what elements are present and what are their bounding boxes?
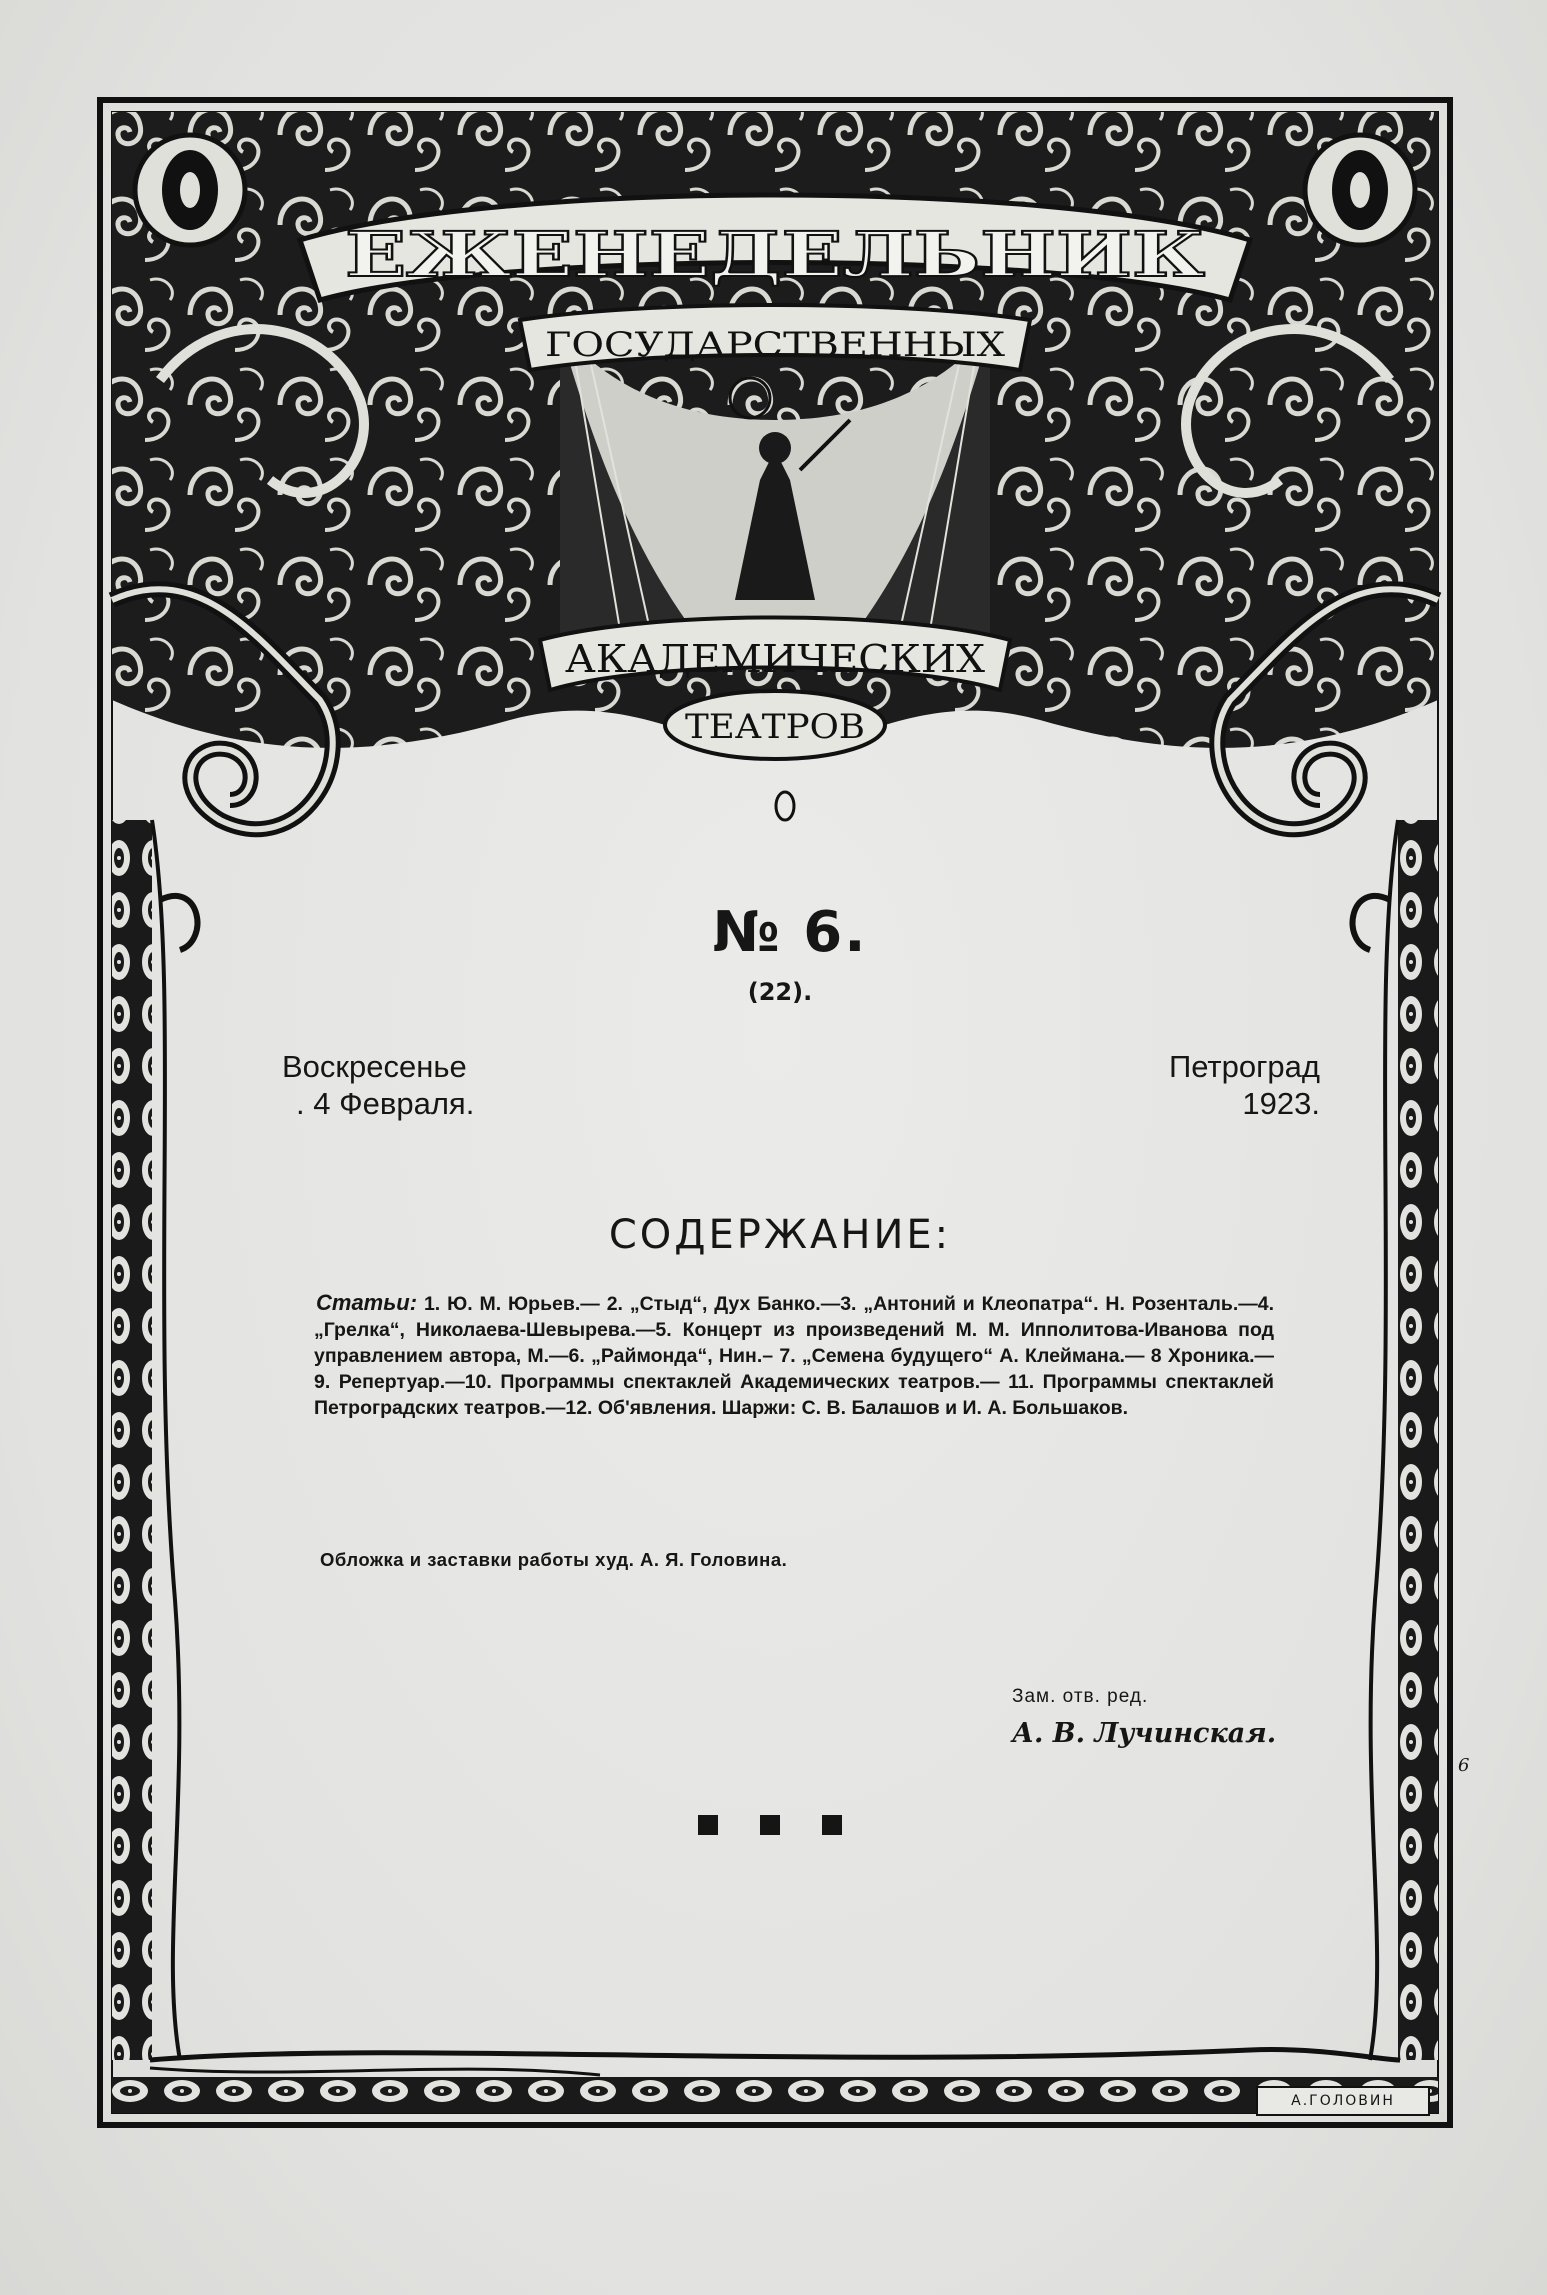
contents-list [314,1290,1274,1421]
issue-date: . 4 Февраля. [296,1086,475,1121]
cover-credit: Обложка и заставки работы худ. А. Я. Головина. [320,1549,788,1570]
artist-signature: А.ГОЛОВИН [1256,2086,1430,2116]
dateline-right [1080,1048,1320,1122]
masthead-theatres: ТЕАТРОВ [685,707,865,747]
issue-cumulative-number: (22). [747,978,813,1006]
ornament-square [698,1815,718,1835]
masthead-subtitle: ГОСУДАРСТВЕННЫХ [545,325,1006,365]
masthead-academic: АКАДЕМИЧЕСКИХ [565,637,985,681]
contents-lead: Статьи: [316,1290,418,1315]
city: Петроград [1168,1049,1320,1084]
masthead-title: ЕЖЕНЕДЕЛЬНИК [345,218,1205,291]
weekday: Воскресенье [282,1049,467,1084]
issue-number: № 6. [712,900,868,965]
contents-heading: СОДЕРЖАНИЕ: [608,1212,952,1258]
year: 1923. [1242,1086,1320,1121]
margin-mark: 6 [1458,1755,1470,1776]
ornament-square [822,1815,842,1835]
ornament-square [760,1815,780,1835]
dateline-left [282,1048,582,1122]
ornament-squares [690,1815,870,1839]
contents-text: 1. Ю. М. Юрьев.— 2. „Стыд“, Дух Банко.—3. „Антоний и Клеопатра“. Н. Розенталь.—4. „Грелка“, Николаева-Шевырева.—5. Концерт из произведений М. М. Ипполитова-Иванова под управлением автора, М.—6. „Раймонда“, Нин.– 7. „Семена будущего“ А. Клеймана.— 8 Хроника.—9. Репертуар.—10. Программы спектаклей Академических театров.— 11. Программы спектаклей Петроградских театров.—12. Об'явления. Шаржи: С. В. Балашов и И. А. Большаков. [314,1293,1274,1419]
editor-role: Зам. отв. ред. [1012,1686,1149,1707]
editor-name: А. В. Лучинская. [1012,1718,1277,1749]
